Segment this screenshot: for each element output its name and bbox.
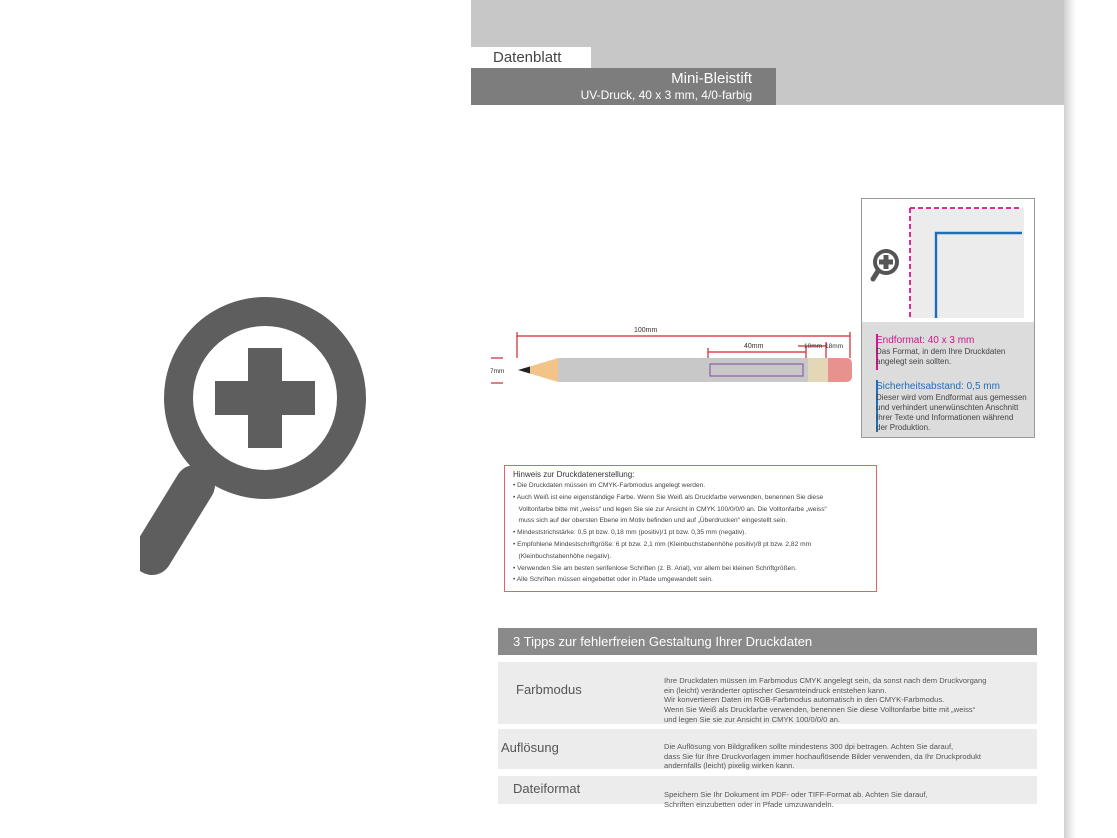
hint-item: • Auch Weiß ist eine eigenständige Farbe. Wenn Sie Weiß als Druckfarbe verwenden, benennen Sie diese bbox=[513, 493, 824, 501]
hint-title: Hinweis zur Druckdatenerstellung: bbox=[513, 470, 635, 479]
safezone-text-4: der Produktion. bbox=[876, 423, 931, 432]
tip-row-aufloesung bbox=[498, 729, 1037, 769]
safezone-text-3: Ihrer Texte und Informationen während bbox=[876, 413, 1014, 422]
hint-item: • Mindeststrichstärke: 0,5 pt bzw. 0,18 mm (positiv)/1 pt bzw. 0,35 mm (negativ). bbox=[513, 529, 747, 537]
tip-row-dateiformat bbox=[498, 776, 1037, 809]
hint-item: Volltonfarbe bitte mit „weiss“ und legen Sie sie zur Ansicht in CMYK 100/0/0/0 an. Die Volltonfarbe „weiss“ bbox=[513, 505, 827, 513]
page-shadow bbox=[1064, 0, 1076, 838]
tip-label: Dateiformat bbox=[513, 781, 581, 796]
pencil-eraser bbox=[828, 358, 852, 382]
tip-text: Die Auflösung von Bildgrafiken sollte mindestens 300 dpi betragen. Achten Sie darauf, dass Sie für Ihre Druckvorlagen immer hochauflösende Bilder verwenden, da Ihr Druckprodukt andernfalls (leicht) pixelig wirken kann. bbox=[664, 741, 981, 771]
pencil-lead-tip bbox=[518, 367, 530, 374]
product-title: Mini-Bleistift bbox=[671, 70, 752, 87]
print-hint-box bbox=[504, 465, 877, 592]
zoom-in-icon bbox=[873, 249, 899, 279]
dim-10mm: 10mm bbox=[804, 343, 823, 350]
tip-label: Farbmodus bbox=[516, 682, 582, 697]
hint-item: • Verwenden Sie am besten serifenlose Schriften (z. B. Arial), vor allem bei kleinen Schriftgrößen. bbox=[513, 564, 797, 572]
safezone-text-2: und verhindert unerwünschten Anschnitt bbox=[876, 403, 1019, 412]
hint-item: • Empfohlene Mindestschriftgröße: 6 pt bzw. 2,1 mm (Kleinbuchstabenhöhe positiv)/8 pt bzw. 2,82 mm bbox=[513, 540, 812, 548]
tip-text: Speichern Sie Ihr Dokument im PDF- oder TIFF-Format ab. Achten Sie darauf, Schriften einzubetten oder in Pfade umzuwandeln. bbox=[664, 789, 928, 809]
tips-header: 3 Tipps zur fehlerfreien Gestaltung Ihrer Druckdaten bbox=[498, 628, 1037, 655]
tip-text: Ihre Druckdaten müssen im Farbmodus CMYK angelegt sein, da sonst nach dem Druckvorgang ein (leicht) veränderter optischer Gesamteindruck entstehen kann. Wir konvertieren Daten im RGB-Farbmodus automatisch in den CMYK-Farbmodus. Wenn Sie Weiß als Druckfarbe verwenden, benennen Sie diese Volltonfarbe bitte mit „weiss“ und legen Sie sie zur Ansicht in CMYK 100/0/0/0 an. bbox=[664, 675, 987, 724]
pencil-diagram bbox=[486, 320, 856, 390]
endformat-title: Endformat: 40 x 3 mm bbox=[876, 335, 975, 346]
safezone-text-1: Dieser wird vom Endformat aus gemessen bbox=[876, 393, 1027, 402]
hint-item: • Alle Schriften müssen eingebettet oder in Pfade umgewandelt sein. bbox=[513, 576, 713, 584]
pencil-ferrule bbox=[808, 358, 828, 382]
format-info bbox=[862, 322, 1034, 437]
product-subtitle: UV-Druck, 40 x 3 mm, 4/0-farbig bbox=[580, 88, 752, 102]
datasheet-tab: Datenblatt bbox=[471, 47, 591, 68]
tip-label: Auflösung bbox=[501, 740, 559, 755]
endformat-text-1: Das Format, in dem Ihre Druckdaten bbox=[876, 347, 1006, 356]
tip-row-farbmodus bbox=[498, 662, 1037, 724]
hint-item: • Die Druckdaten müssen im CMYK-Farbmodus angelegt werden. bbox=[513, 482, 706, 489]
pencil-body bbox=[558, 358, 808, 382]
endformat-text-2: angelegt sein sollten. bbox=[876, 357, 952, 366]
dim-diameter: 7mm bbox=[490, 368, 505, 375]
safezone-title: Sicherheitsabstand: 0,5 mm bbox=[876, 381, 1000, 392]
hint-item: (Kleinbuchstabenhöhe negativ). bbox=[513, 552, 612, 560]
dim-total-length: 100mm bbox=[634, 327, 658, 334]
dim-18mm: 18mm bbox=[825, 343, 844, 350]
hint-item: muss sich auf der obersten Ebene im Motiv befinden und auf „Überdrucken“ eingestellt sein. bbox=[513, 517, 788, 525]
zoom-in-icon[interactable] bbox=[140, 290, 370, 580]
format-illustration bbox=[862, 199, 1034, 322]
product-title-box bbox=[471, 68, 776, 105]
dim-print-length: 40mm bbox=[744, 343, 764, 350]
